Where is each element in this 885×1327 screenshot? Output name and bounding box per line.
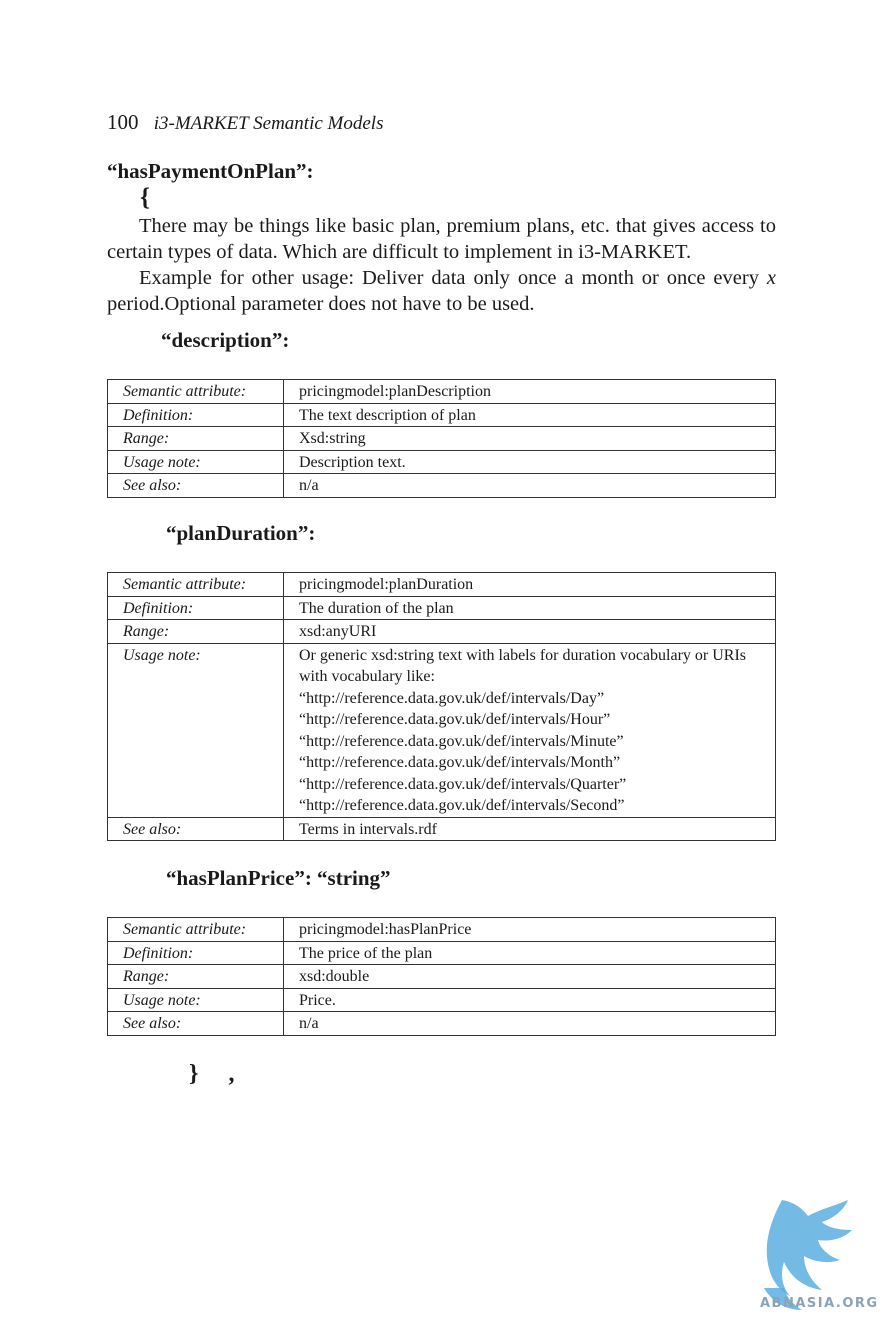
table-row: See also: Terms in intervals.rdf xyxy=(108,817,776,841)
closing-comma: , xyxy=(228,1061,235,1087)
usage-note-cell: Or generic xsd:string text with labels for duration vocabulary or URIs with vocabulary like: “http://reference.data.gov.uk/def/intervals/Day” “http://reference.data.gov.uk/def/intervals/Hour” “http://reference.data.gov.uk/def/intervals/Minute” “http://reference.data.gov.uk/def/intervals/Month” “http://reference.data.gov.uk/def/intervals/Quarter” “http://reference.data.gov.uk/def/intervals/Second” xyxy=(284,643,776,817)
table-row: Definition: The price of the plan xyxy=(108,941,776,965)
description-table xyxy=(107,379,776,498)
section-heading-has-plan-price: “hasPlanPrice”: “string” xyxy=(166,866,391,890)
table-row: Semantic attribute: pricingmodel:hasPlanPrice xyxy=(108,918,776,942)
closing-brace: } xyxy=(189,1061,199,1087)
table-row: Definition: The text description of plan xyxy=(108,403,776,427)
table-row: Range: Xsd:string xyxy=(108,427,776,451)
uri-line: “http://reference.data.gov.uk/def/intervals/Minute” xyxy=(299,732,624,750)
paragraph-1: There may be things like basic plan, premium plans, etc. that gives access to certain types of data. Which are difficult to implement in i3-MARKET. xyxy=(107,215,776,263)
uri-line: “http://reference.data.gov.uk/def/intervals/Hour” xyxy=(299,711,611,728)
section-heading-plan-duration: “planDuration”: xyxy=(166,521,316,545)
table-row: Range: xsd:double xyxy=(108,965,776,989)
page-number: 100 xyxy=(107,110,139,134)
table-row: Range: xsd:anyURI xyxy=(108,620,776,644)
table-row: Usage note: Description text. xyxy=(108,450,776,474)
page-header xyxy=(107,110,383,135)
uri-line: “http://reference.data.gov.uk/def/intervals/Quarter” xyxy=(299,775,627,793)
uri-line: “http://reference.data.gov.uk/def/intervals/Second” xyxy=(299,797,625,814)
closing-brace-line xyxy=(189,1061,234,1088)
table-row: See also: n/a xyxy=(108,474,776,498)
table-row: Definition: The duration of the plan xyxy=(108,596,776,620)
uri-line: “http://reference.data.gov.uk/def/intervals/Month” xyxy=(299,754,621,771)
watermark-text: ABNASIA.ORG xyxy=(760,1296,879,1311)
paragraph-2: Example for other usage: Deliver data only once a month or once every x period.Optional parameter does not have to be used. xyxy=(107,267,776,315)
table-row: See also: n/a xyxy=(108,1012,776,1036)
open-brace: { xyxy=(140,184,150,211)
table-row: Usage note: Price. xyxy=(108,988,776,1012)
section-heading-description: “description”: xyxy=(161,328,290,352)
running-title: i3-MARKET Semantic Models xyxy=(153,113,384,134)
plan-duration-table xyxy=(107,572,776,841)
uri-line: “http://reference.data.gov.uk/def/intervals/Day” xyxy=(299,689,605,707)
has-plan-price-table xyxy=(107,917,776,1036)
table-row: Usage note: Or generic xsd:string text with labels for duration vocabulary or URIs with vocabulary like: “http://reference.data.gov.uk/def/intervals/Day” “http://reference.data.gov.uk/def/intervals/Hour” “http://reference.data.gov.uk/def/intervals/Minute” “http://reference.data.gov.uk/def/intervals/Month” “http://reference.data.gov.uk/def/intervals/Quarter” “http://reference.data.gov.uk/def/intervals/Second” xyxy=(108,643,776,817)
table-row: Semantic attribute: pricingmodel:planDuration xyxy=(108,573,776,597)
main-heading: “hasPaymentOnPlan”: xyxy=(107,159,314,183)
table-row: Semantic attribute: pricingmodel:planDescription xyxy=(108,380,776,404)
